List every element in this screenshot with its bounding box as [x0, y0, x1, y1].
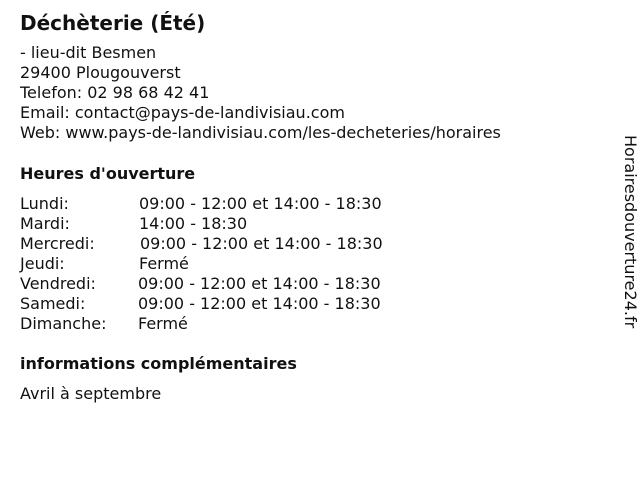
- watermark-text: Horairesdouverture24.fr: [621, 135, 640, 329]
- day-hours: 09:00 - 12:00 et 14:00 - 18:30: [140, 234, 383, 253]
- day-hours: Fermé: [138, 314, 188, 333]
- phone-text: Telefon: 02 98 68 42 41: [20, 83, 210, 102]
- address-block: [20, 43, 501, 143]
- day-label: Mercredi:: [20, 234, 95, 253]
- additional-info-heading: informations complémentaires: [20, 354, 297, 373]
- day-hours: Fermé: [139, 254, 189, 273]
- watermark: [622, 135, 638, 375]
- day-label: Vendredi:: [20, 274, 96, 293]
- address-street: - lieu-dit Besmen: [20, 43, 157, 62]
- day-hours: 14:00 - 18:30: [139, 214, 248, 233]
- email-text: Email: contact@pays-de-landivisiau.com: [20, 103, 345, 122]
- day-label: Jeudi:: [20, 254, 65, 273]
- day-label: Samedi:: [20, 294, 86, 313]
- additional-info-text: Avril à septembre: [20, 384, 162, 403]
- address-city: 29400 Plougouverst: [20, 63, 181, 82]
- day-label: Mardi:: [20, 214, 70, 233]
- website-text: Web: www.pays-de-landivisiau.com/les-decheteries/horaires: [20, 123, 501, 142]
- day-label: Dimanche:: [20, 314, 107, 333]
- day-label: Lundi:: [20, 194, 69, 213]
- day-hours: 09:00 - 12:00 et 14:00 - 18:30: [138, 294, 381, 313]
- day-hours: 09:00 - 12:00 et 14:00 - 18:30: [139, 194, 382, 213]
- page-title: Déchèterie (Été): [20, 11, 206, 35]
- day-hours: 09:00 - 12:00 et 14:00 - 18:30: [138, 274, 381, 293]
- opening-hours-heading: Heures d'ouverture: [20, 164, 196, 183]
